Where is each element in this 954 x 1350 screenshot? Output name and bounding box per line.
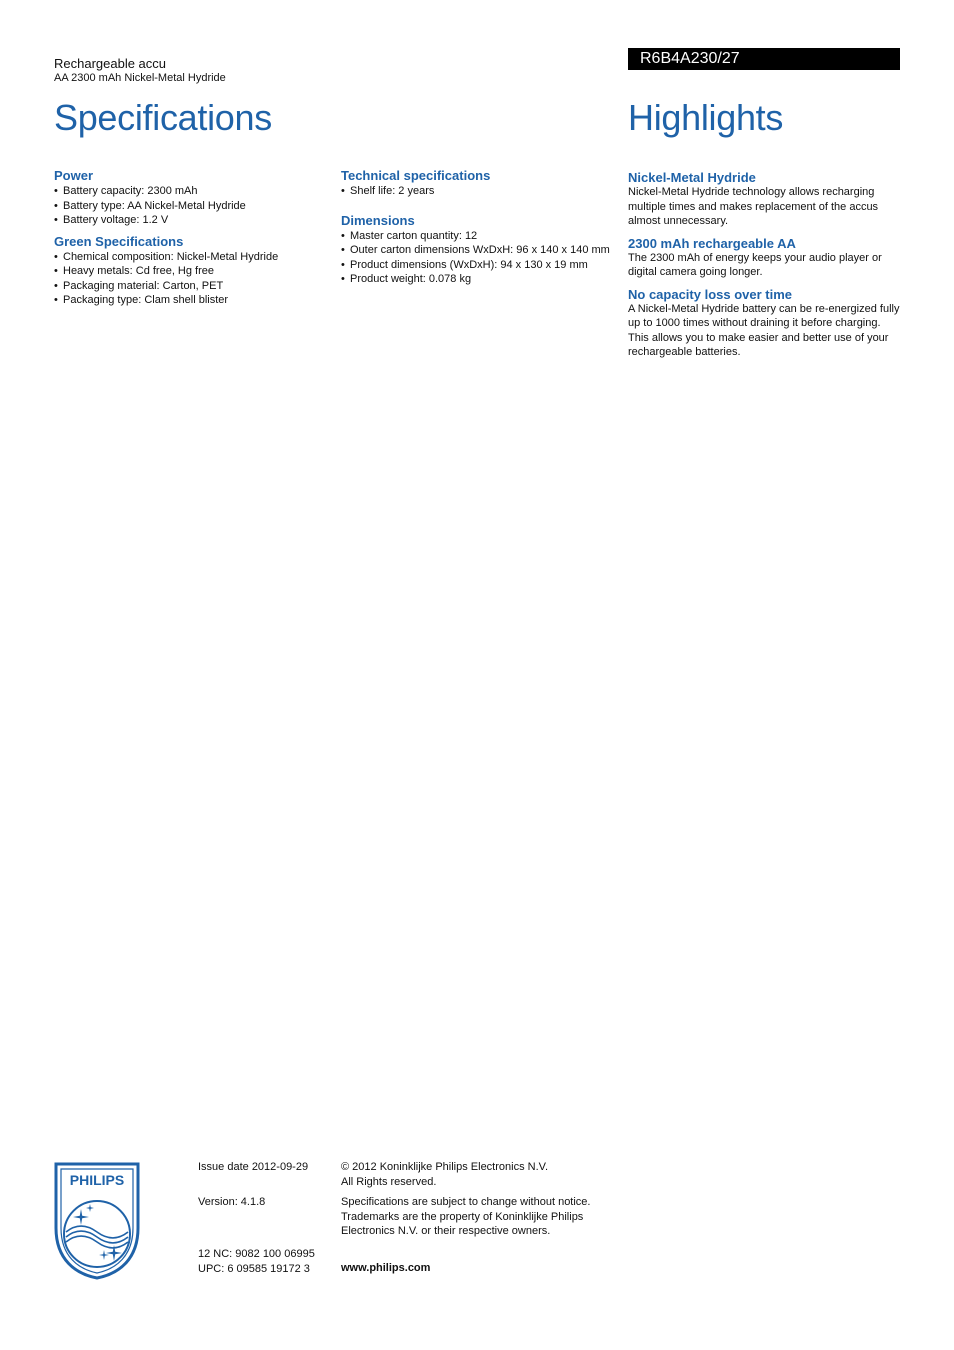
list-item: • Shelf life: 2 years: [341, 184, 613, 199]
list-item: • Master carton quantity: 12: [341, 229, 613, 244]
spec-column-2: [341, 168, 613, 287]
product-name: Rechargeable accu: [54, 56, 167, 71]
highlight-text: Nickel-Metal Hydride technology allows recharging multiple times and makes replacement of the accus almost unnecessary.: [628, 186, 879, 227]
section-green-list: [54, 250, 326, 308]
list-item: • Packaging type: Clam shell blister: [54, 293, 326, 308]
philips-shield-icon: [54, 1162, 140, 1280]
upc-code: UPC: 6 09585 19172 3: [198, 1262, 310, 1275]
spec-column-1: [54, 168, 326, 308]
highlights-title: Highlights: [628, 97, 784, 138]
section-power-title: Power: [54, 168, 94, 183]
list-item: • Product weight: 0.078 kg: [341, 272, 613, 287]
website-link[interactable]: www.philips.com: [341, 1262, 431, 1274]
specifications-title: Specifications: [54, 97, 272, 138]
highlight-item: [628, 170, 900, 229]
issue-date: Issue date 2012-09-29: [198, 1161, 309, 1173]
product-codes: [198, 1247, 315, 1276]
list-item: • Heavy metals: Cd free, Hg free: [54, 264, 326, 279]
logo-wordmark: PHILIPS: [69, 1172, 125, 1188]
highlight-item: [628, 287, 900, 360]
rights: All Rights reserved.: [341, 1175, 437, 1188]
disclaimer: Specifications are subject to change without notice. Trademarks are the property of Koninklijke Philips Electronics N.V. or their respective owners.: [341, 1196, 591, 1237]
highlight-text: A Nickel-Metal Hydride battery can be re-energized fully up to 1000 times without draining it before charging. This allows you to make easier and better use of your rechargeable batteries.: [628, 302, 900, 358]
highlight-title: 2300 mAh rechargeable AA: [628, 235, 796, 251]
copyright: © 2012 Koninklijke Philips Electronics N.V.: [341, 1161, 549, 1173]
model-number-badge: R6B4A230/27: [628, 48, 900, 70]
copyright-block: [341, 1160, 548, 1189]
highlight-text: The 2300 mAh of energy keeps your audio player or digital camera going longer.: [628, 251, 882, 278]
section-technical-list: [341, 184, 613, 199]
section-green-title: Green Specifications: [54, 233, 184, 249]
section-power-list: [54, 184, 326, 228]
list-item: • Battery capacity: 2300 mAh: [54, 184, 326, 199]
section-dimensions-title: Dimensions: [341, 212, 415, 228]
highlight-title: Nickel-Metal Hydride: [628, 170, 756, 185]
list-item: • Battery voltage: 1.2 V: [54, 213, 326, 228]
highlight-title: No capacity loss over time: [628, 286, 793, 302]
highlight-item: [628, 236, 900, 280]
list-item: • Chemical composition: Nickel-Metal Hydride: [54, 250, 326, 265]
highlights-column: [628, 170, 900, 367]
list-item: • Product dimensions (WxDxH): 94 x 130 x 19 mm: [341, 258, 613, 273]
list-item: • Battery type: AA Nickel-Metal Hydride: [54, 199, 326, 214]
list-item: • Packaging material: Carton, PET: [54, 279, 326, 294]
list-item: • Outer carton dimensions WxDxH: 96 x 140 x 140 mm: [341, 243, 613, 258]
section-technical-title: Technical specifications: [341, 168, 491, 183]
section-dimensions-list: [341, 229, 613, 287]
philips-shield-logo: [54, 1162, 140, 1280]
nc-code: 12 NC: 9082 100 06995: [198, 1248, 315, 1260]
version: Version: 4.1.8: [198, 1196, 266, 1208]
product-subtitle: AA 2300 mAh Nickel-Metal Hydride: [54, 72, 226, 84]
